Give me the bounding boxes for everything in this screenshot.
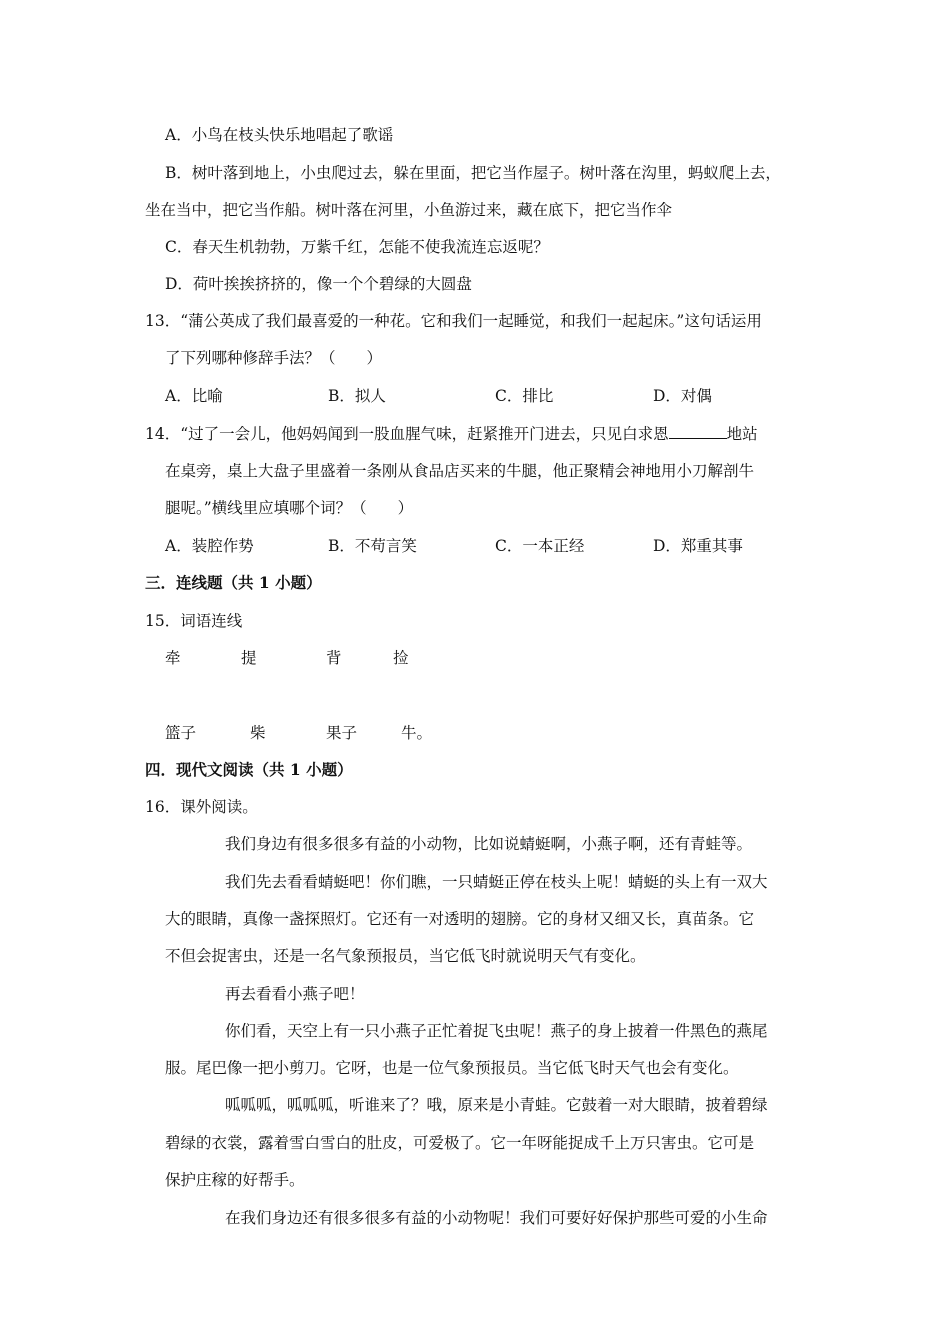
passage-paragraph-4-line2: 服。尾巴像一把小剪刀。它呀，也是一位气象预报员。当它低飞时天气也会有变化。: [165, 1059, 739, 1077]
q14-stem-line1-end: 地站: [726, 425, 758, 443]
passage-paragraph-4-line1: 你们看，天空上有一只小燕子正忙着捉飞虫呢！燕子的身上披着一件黑色的燕尾: [225, 1022, 768, 1040]
q14-option-b: B．不苟言笑: [328, 537, 417, 555]
q12-option-d: D．荷叶挨挨挤挤的，像一个个碧绿的大圆盘: [165, 275, 472, 293]
q14-stem-line3: 腿呢。”横线里应填哪个词？（ ）: [165, 499, 414, 517]
q14-option-d: D．郑重其事: [653, 537, 743, 555]
q14-option-a: A．装腔作势: [165, 537, 254, 555]
answer-blank: [669, 424, 727, 439]
q15-top-word-2: 提: [241, 649, 257, 667]
q14-option-c: C．一本正经: [495, 537, 585, 555]
passage-paragraph-5-line1: 呱呱呱，呱呱呱，听谁来了？哦，原来是小青蛙。它鼓着一对大眼睛，披着碧绿: [225, 1096, 768, 1114]
q14-stem-line1: [145, 424, 758, 444]
q14-stem-line1-start: 14．“过了一会儿，他妈妈闻到一股血腥气味，赶紧推开门进去，只见白求恩: [145, 425, 669, 443]
passage-paragraph-2-line2: 大的眼睛，真像一盏探照灯。它还有一对透明的翅膀。它的身材又细又长，真苗条。它: [165, 910, 755, 928]
passage-paragraph-2-line1: 我们先去看看蜻蜓吧！你们瞧，一只蜻蜓正停在枝头上呢！蜻蜓的头上有一双大: [225, 873, 768, 891]
q14-stem-line2: 在桌旁，桌上大盘子里盛着一条刚从食品店买来的牛腿，他正聚精会神地用小刀解剖牛: [165, 462, 755, 480]
section-heading-reading: 四．现代文阅读（共 1 小题）: [145, 760, 353, 779]
q15-top-word-1: 牵: [165, 649, 181, 667]
q15-top-word-3: 背: [326, 649, 342, 667]
passage-paragraph-6: 在我们身边还有很多很多有益的小动物呢！我们可要好好保护那些可爱的小生命: [225, 1209, 768, 1227]
q15-bottom-word-2: 柴: [250, 724, 266, 742]
q13-option-a: A．比喻: [165, 387, 223, 405]
passage-paragraph-5-line3: 保护庄稼的好帮手。: [165, 1171, 305, 1189]
q13-option-c: C．排比: [495, 387, 554, 405]
q12-option-b-line1: B．树叶落到地上，小虫爬过去，躲在里面，把它当作屋子。树叶落在沟里，蚂蚁爬上去，: [165, 164, 781, 182]
q15-bottom-word-4: 牛。: [401, 724, 433, 742]
q13-option-d: D．对偶: [653, 387, 712, 405]
q13-option-b: B．拟人: [328, 387, 386, 405]
q15-bottom-word-3: 果子: [326, 724, 358, 742]
q16-stem: 16．课外阅读。: [145, 798, 258, 816]
q12-option-b-line2: 坐在当中，把它当作船。树叶落在河里，小鱼游过来，藏在底下，把它当作伞: [145, 201, 673, 219]
passage-paragraph-3: 再去看看小燕子吧！: [225, 985, 365, 1003]
q13-stem-line2: 了下列哪种修辞手法？（ ）: [165, 349, 383, 367]
q13-stem-line1: 13．“蒲公英成了我们最喜爱的一种花。它和我们一起睡觉，和我们一起起床。”这句话运用: [145, 312, 762, 330]
passage-paragraph-5-line2: 碧绿的衣裳，露着雪白雪白的肚皮，可爱极了。它一年呀能捉成千上万只害虫。它可是: [165, 1134, 755, 1152]
q12-option-c: C．春天生机勃勃，万紫千红，怎能不使我流连忘返呢？: [165, 238, 549, 256]
section-heading-matching: 三．连线题（共 1 小题）: [145, 573, 322, 592]
passage-paragraph-2-line3: 不但会捉害虫，还是一名气象预报员，当它低飞时就说明天气有变化。: [165, 947, 646, 965]
q12-option-a: A．小鸟在枝头快乐地唱起了歌谣: [165, 126, 394, 144]
q15-stem: 15．词语连线: [145, 612, 243, 630]
q15-top-word-4: 捡: [393, 649, 409, 667]
q15-bottom-word-1: 篮子: [165, 724, 197, 742]
passage-paragraph-1: 我们身边有很多很多有益的小动物，比如说蜻蜓啊，小燕子啊，还有青蛙等。: [225, 835, 753, 853]
